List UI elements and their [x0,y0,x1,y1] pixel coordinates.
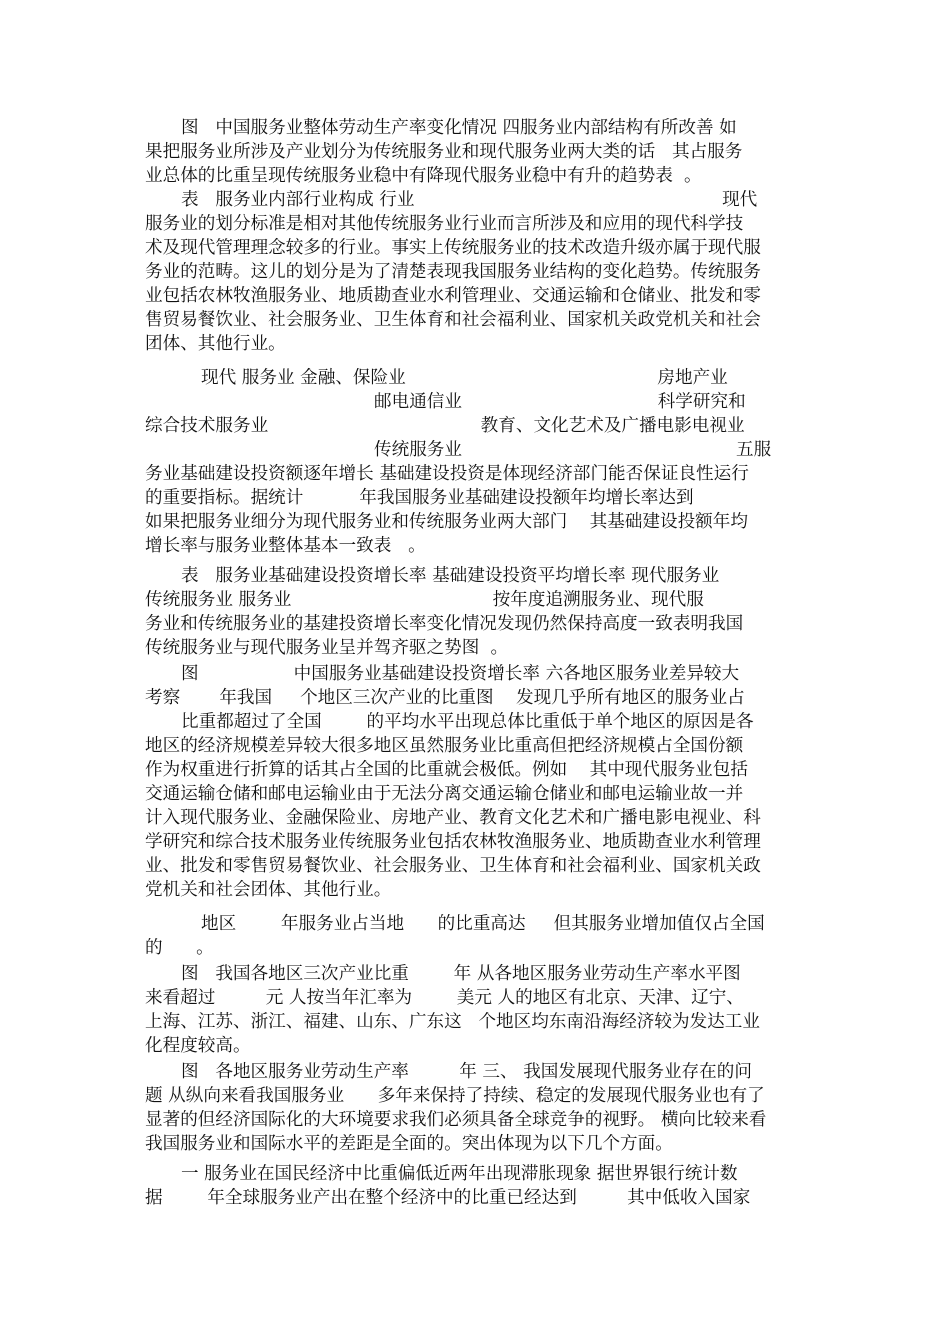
text-line: 团体、其他行业。 [145,334,286,354]
text-line: 业、批发和零售贸易餐饮业、社会服务业、卫生体育和社会福利业、国家机关政 [145,856,761,876]
text-line: 的 。 [145,938,214,958]
text-line: 图 各地区服务业劳动生产率 年 三、 我国发展现代服务业存在的问 [181,1062,752,1082]
text-line: 图 中国服务业基础建设投资增长率 六各地区服务业差异较大 [181,664,740,684]
text-line: 地区的经济规模差异较大很多地区虽然服务业比重高但把经济规模占全国份额 [145,736,744,756]
text-line: 上海、江苏、浙江、福建、山东、广东这 个地区均东南沿海经济较为发达工业 [145,1012,760,1032]
text-line: 服务业的划分标准是相对其他传统服务业行业而言所涉及和应用的现代科学技 [145,214,744,234]
text-line: 邮电通信业 科学研究和 [374,392,746,412]
text-line: 果把服务业所涉及产业划分为传统服务业和现代服务业两大类的话 其占服务 [145,142,743,162]
text-line: 图 中国服务业整体劳动生产率变化情况 四服务业内部结构有所改善 如 [181,118,737,138]
text-line: 据 年全球服务业产出在整个经济中的比重已经达到 其中低收入国家 [145,1188,751,1208]
text-line: 综合技术服务业 教育、文化艺术及广播电影电视业 [145,416,745,436]
text-line: 来看超过 元 人按当年汇率为 美元 人的地区有北京、天津、辽宁、 [145,988,744,1008]
text-line: 地区 年服务业占当地 的比重高达 但其服务业增加值仅占全国 [201,914,765,934]
text-line: 考察 年我国 个地区三次产业的比重图 发现几乎所有地区的服务业占 [145,688,745,708]
text-line: 务业的范畴。这儿的划分是为了清楚表现我国服务业结构的变化趋势。传统服务 [145,262,761,282]
text-line: 作为权重进行折算的话其占全国的比重就会极低。例如 其中现代服务业包括 [145,760,748,780]
text-line: 业包括农林牧渔服务业、地质勘查业水利管理业、交通运输和仓储业、批发和零 [145,286,761,306]
text-line: 的重要指标。据统计 年我国服务业基础建设投额年均增长率达到 [145,488,694,508]
text-line: 表 服务业内部行业构成 行业 现代 [181,190,758,210]
text-line: 传统服务业 五服 [374,440,772,460]
text-line: 计入现代服务业、金融保险业、房地产业、教育文化艺术和广播电影电视业、科 [145,808,761,828]
text-line: 交通运输仓储和邮电运输业由于无法分离交通运输仓储业和邮电运输业故一并 [145,784,744,804]
text-line: 图 我国各地区三次产业比重 年 从各地区服务业劳动生产率水平图 [181,964,741,984]
text-line: 术及现代管理理念较多的行业。事实上传统服务业的技术改造升级亦属于现代服 [145,238,761,258]
text-line: 务业基础建设投资额逐年增长 基础建设投资是体现经济部门能否保证良性运行 [145,464,749,484]
text-line: 党机关和社会团体、其他行业。 [145,880,392,900]
text-line: 传统服务业与现代服务业呈并驾齐驱之势图 。 [145,638,509,658]
text-line: 我国服务业和国际水平的差距是全面的。突出体现为以下几个方面。 [145,1134,673,1154]
text-line: 售贸易餐饮业、社会服务业、卫生体育和社会福利业、国家机关政党机关和社会 [145,310,761,330]
text-line: 表 服务业基础建设投资增长率 基础建设投资平均增长率 现代服务业 [181,566,720,586]
text-line: 业总体的比重呈现传统服务业稳中有降现代服务业稳中有升的趋势表 。 [145,166,702,186]
text-line: 务业和传统服务业的基建投资增长率变化情况发现仍然保持高度一致表明我国 [145,614,744,634]
text-line: 增长率与服务业整体基本一致表 。 [145,536,426,556]
text-line: 比重都超过了全国 的平均水平出现总体比重低于单个地区的原因是各 [181,712,754,732]
text-line: 一 服务业在国民经济中比重偏低近两年出现滞胀现象 据世界银行统计数 [181,1164,738,1184]
text-line: 现代 服务业 金融、保险业 房地产业 [201,368,728,388]
text-line: 传统服务业 服务业 按年度追溯服务业、现代服 [145,590,704,610]
text-line: 题 从纵向来看我国服务业 多年来保持了持续、稳定的发展现代服务业也有了 [145,1086,765,1106]
text-line: 化程度较高。 [145,1036,251,1056]
text-line: 显著的但经济国际化的大环境要求我们必须具备全球竞争的视野。 横向比较来看 [145,1110,767,1130]
text-line: 如果把服务业细分为现代服务业和传统服务业两大部门 其基础建设投额年均 [145,512,748,532]
text-line: 学研究和综合技术服务业传统服务业包括农林牧渔服务业、地质勘查业水利管理 [145,832,761,852]
